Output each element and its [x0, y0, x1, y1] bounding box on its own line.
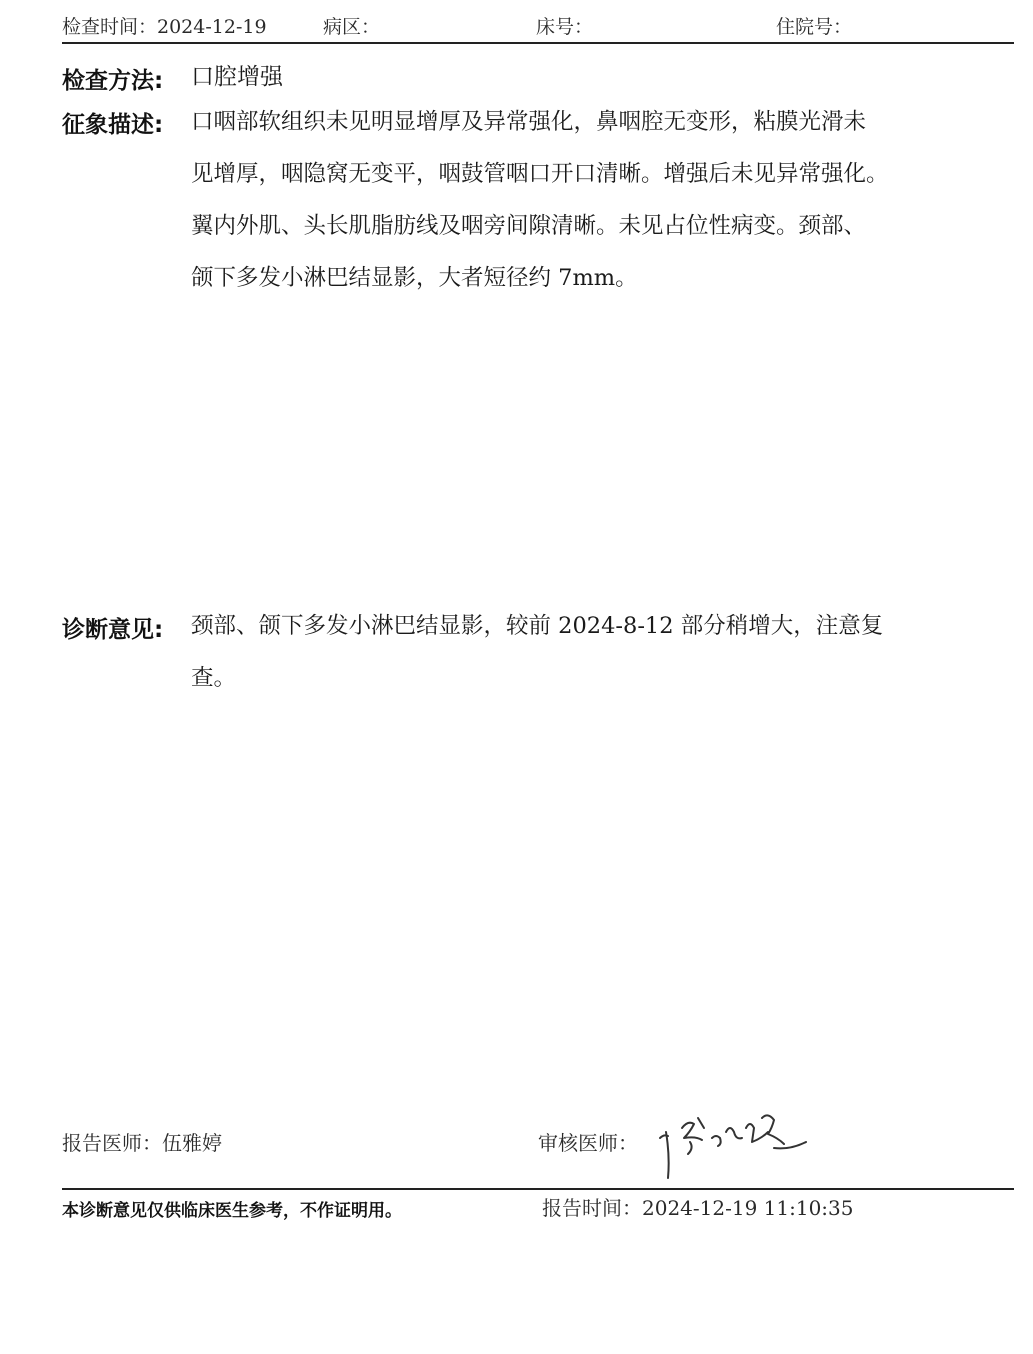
- findings-label: 征象描述:: [62, 112, 164, 138]
- ward-field: 病区：: [323, 16, 381, 38]
- admission-number-field: 住院号：: [776, 16, 853, 38]
- findings-text: [191, 96, 1013, 304]
- reviewing-doctor-label: 审核医师：: [538, 1131, 638, 1155]
- reporting-doctor: 报告医师：伍雅婷: [62, 1131, 222, 1155]
- diagnosis-line: 颈部、颌下多发小淋巴结显影，较前 2024-8-12 部分稍增大，注意复: [191, 613, 884, 639]
- header-divider: [62, 42, 1014, 44]
- findings-line: 见增厚，咽隐窝无变平，咽鼓管咽口开口清晰。增强后未见异常强化。: [191, 161, 889, 187]
- footer-divider: [62, 1188, 1014, 1190]
- reviewer-signature-image: [650, 1098, 820, 1188]
- bed-field: 床号：: [536, 16, 594, 38]
- exam-time: 检查时间：2024-12-19: [62, 16, 267, 38]
- diagnosis-text: [191, 600, 1013, 704]
- exam-method-value: 口腔增强: [191, 64, 283, 90]
- findings-line: 口咽部软组织未见明显增厚及异常强化，鼻咽腔无变形，粘膜光滑未: [191, 109, 867, 135]
- findings-line: 颌下多发小淋巴结显影，大者短径约 7mm。: [191, 265, 638, 291]
- exam-method-label: 检查方法:: [62, 68, 164, 94]
- disclaimer-text: 本诊断意见仅供临床医生参考，不作证明用。: [62, 1201, 402, 1221]
- findings-line: 翼内外肌、头长肌脂肪线及咽旁间隙清晰。未见占位性病变。颈部、: [191, 213, 867, 239]
- diagnosis-label: 诊断意见:: [62, 617, 164, 643]
- report-time: 报告时间：2024-12-19 11:10:35: [542, 1196, 854, 1220]
- report-header: [62, 8, 1014, 42]
- diagnosis-line: 查。: [191, 665, 237, 691]
